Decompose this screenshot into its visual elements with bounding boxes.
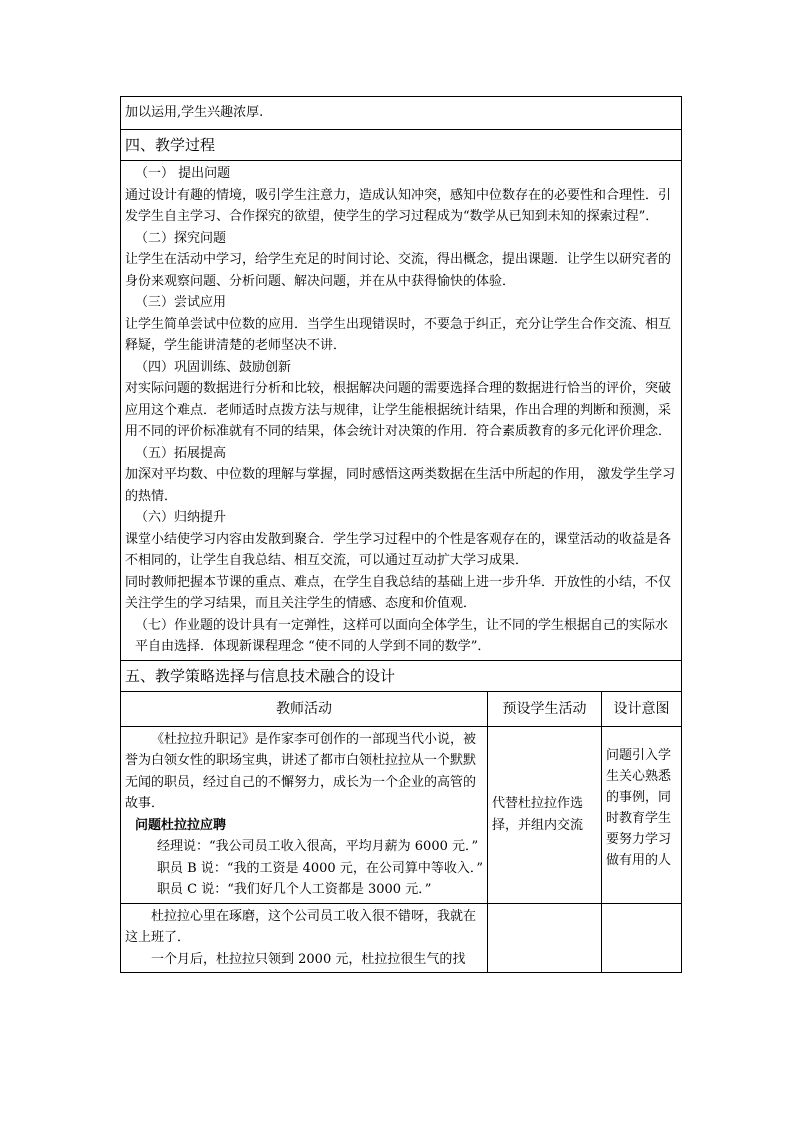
col-intent-header: 设计意图	[602, 691, 682, 726]
student-activity-cell: 代替杜拉拉作选择，并组内交流	[488, 726, 602, 903]
activity-row-2	[121, 903, 682, 973]
section5-title-row	[121, 660, 682, 691]
step1-text: 通过设计有趣的情境，吸引学生注意力，造成认知冲突，感知中位数存在的必要性和合理性．引发学生自主学习、合作探究的欲望，使学生的学习过程成为“数学从已知到未知的探索过程”．	[125, 187, 672, 224]
story-continue-1: 杜拉拉心里在琢磨，这个公司员工收入很不错呀，我就在这上班了．	[125, 908, 477, 945]
step4-heading: （四）巩固训练、鼓励创新	[135, 359, 292, 375]
section4-title-row	[121, 130, 682, 161]
design-intent-cell-2	[602, 903, 682, 973]
col-teacher-header: 教师活动	[121, 691, 488, 726]
student-activity-cell-2	[488, 903, 602, 973]
story-continue-2: 一个月后，杜拉拉只领到 2000 元，杜拉拉很生气的找	[151, 951, 466, 967]
design-intent-cell: 问题引入学生关心熟悉的事例，同时教育学生要努力学习做有用的人	[602, 726, 682, 903]
section5-title: 五、教学策略选择与信息技术融合的设计	[121, 660, 682, 691]
teacher-activity-cell-2	[121, 903, 488, 973]
step3-text: 让学生简单尝试中位数的应用．当学生出现错误时，不要急于纠正，充分让学生合作交流、相互释疑，学生能讲清楚的老师坚决不讲．	[125, 316, 672, 353]
step7-text: （七）作业题的设计具有一定弹性，这样可以面向全体学生，让不同的学生根据自己的实际水平自由选择．体现新课程理念 “使不同的人学到不同的数学”．	[135, 617, 669, 654]
section4-title: 四、教学过程	[121, 130, 682, 161]
section4-body-row	[121, 161, 682, 661]
lesson-plan-table	[120, 96, 682, 973]
staff-b-quote: 职员 B 说：“我的工资是 4000 元，在公司算中等收入．”	[157, 860, 483, 876]
section4-body	[121, 161, 682, 661]
step5-text: 加深对平均数、中位数的理解与掌握，同时感悟这两类数据在生活中所起的作用， 激发学生学习的热情．	[125, 467, 676, 504]
step6-text-1: 课堂小结使学习内容由发散到聚合．学生学习过程中的个性是客观存在的，课堂活动的收益是各不相同的，让学生自我总结、相互交流，可以通过互动扩大学习成果．	[125, 531, 672, 568]
activity-row-1	[121, 726, 682, 903]
teacher-activity-cell	[121, 726, 488, 903]
top-line: 加以运用,学生兴趣浓厚.	[121, 97, 682, 130]
story-intro: 《杜拉拉升职记》是作家李可创作的一部现当代小说，被誉为白领女性的职场宝典，讲述了都市白领杜拉拉从一个默默无闻的职员，经过自己的不懈努力，成长为一个企业的高管的故事．	[125, 731, 477, 811]
step2-text: 让学生在活动中学习，给学生充足的时间讨论、交流，得出概念，提出课题．让学生以研究者的身份来观察问题、分析问题、解决问题，并在从中获得愉快的体验．	[125, 252, 672, 289]
step3-heading: （三）尝试应用	[135, 295, 227, 310]
manager-quote: 经理说：“我公司员工收入很高，平均月薪为 6000 元．”	[157, 839, 479, 854]
step5-heading: （五）拓展提高	[135, 445, 227, 461]
step1-heading: （一） 提出问题	[135, 166, 231, 181]
step6-heading: （六）归纳提升	[135, 510, 227, 525]
top-continuation-row	[121, 97, 682, 130]
step4-text: 对实际问题的数据进行分析和比较，根据解决问题的需要选择合理的数据进行恰当的评价，突破应用这个难点．老师适时点拨方法与规律，让学生能根据统计结果，作出合理的判断和预测，采用不同的评价标准就有不同的结果，体会统计对决策的作用．符合素质教育的多元化评价理念．	[125, 381, 672, 439]
staff-c-quote: 职员 C 说：“我们好几个人工资都是 3000 元．”	[157, 882, 432, 897]
col-student-header: 预设学生活动	[488, 691, 602, 726]
section5-header-row	[121, 691, 682, 726]
step2-heading: （二）探究问题	[135, 230, 227, 246]
question-title: 问题杜拉拉应聘	[135, 817, 227, 833]
step6-text-2: 同时教师把握本节课的重点、难点，在学生自我总结的基础上进一步升华．开放性的小结，不仅关注学生的学习结果，而且关注学生的情感、态度和价值观．	[125, 574, 672, 611]
